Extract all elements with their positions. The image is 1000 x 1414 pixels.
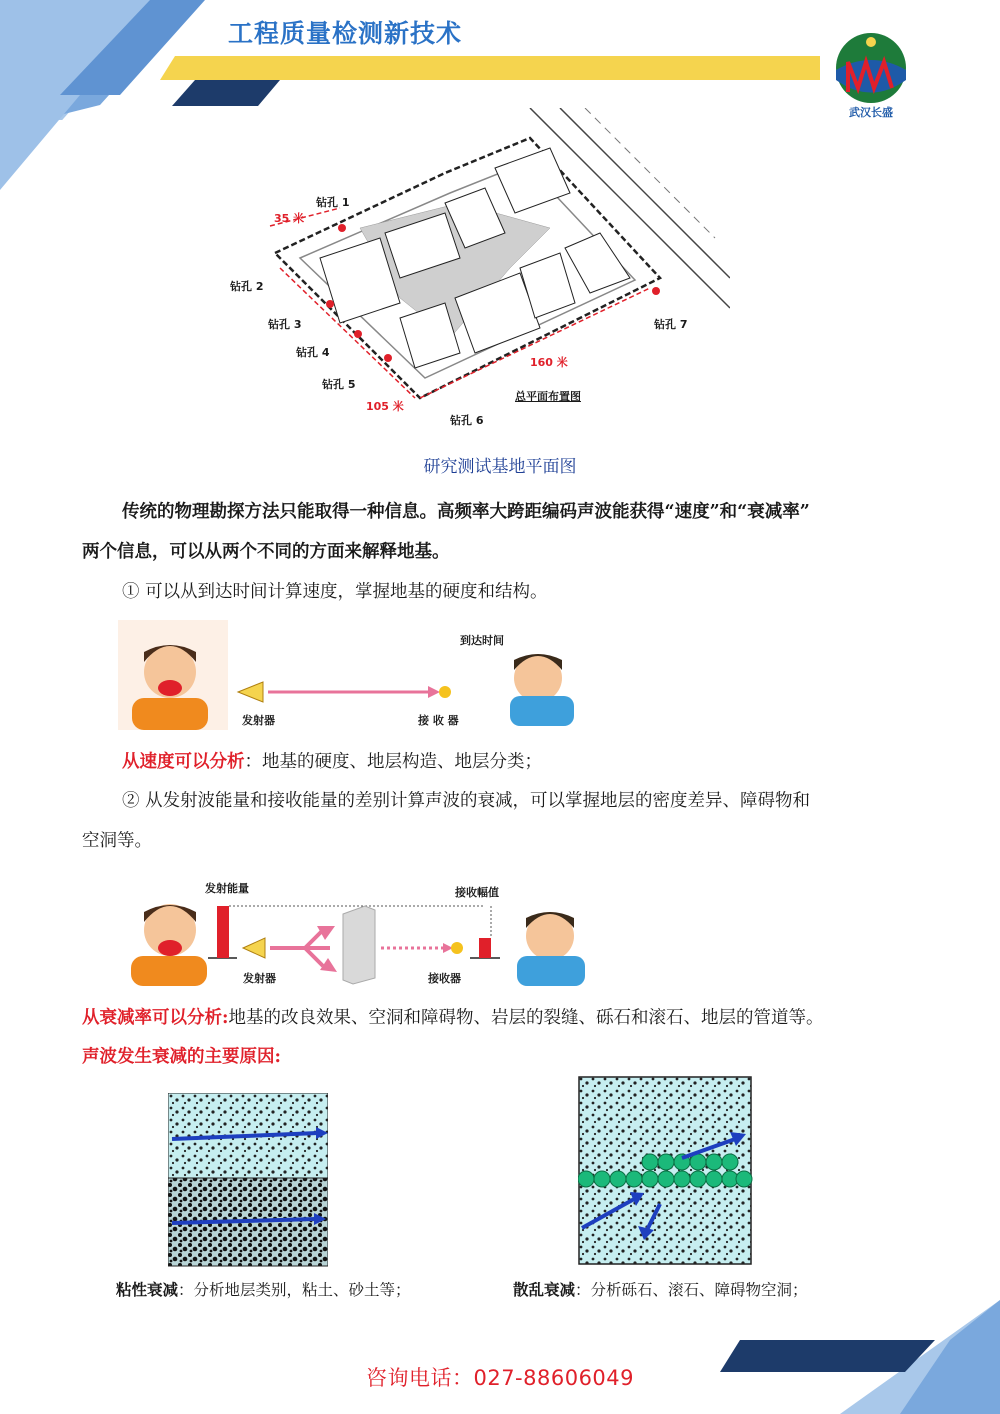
dimension-105: 105 米 xyxy=(366,400,404,413)
borehole-label-6: 钻孔 6 xyxy=(450,414,484,427)
attenuation-diagram xyxy=(125,876,595,988)
borehole-label-1: 钻孔 1 xyxy=(316,196,350,209)
contact-phone: 咨询电话：027-88606049 xyxy=(365,1366,635,1390)
plan-title: 总平面布置图 xyxy=(515,390,581,403)
logo-text: 武汉长盛 xyxy=(849,106,893,119)
company-logo xyxy=(828,30,914,120)
borehole-marker xyxy=(384,354,392,362)
receiver-icon xyxy=(439,686,451,698)
emitted-energy-label: 发射能量 xyxy=(205,882,249,895)
received-amplitude-bar xyxy=(479,938,491,958)
point2-paragraph xyxy=(82,781,928,861)
header-yellow-bar xyxy=(160,56,820,80)
scatter-label: 散乱衰减 xyxy=(513,1280,576,1299)
borehole-label-4: 钻孔 4 xyxy=(296,346,330,359)
footer-decoration xyxy=(700,1300,1000,1414)
borehole-marker xyxy=(326,300,334,308)
attenuation-analysis xyxy=(82,998,962,1038)
viscous-label: 粘性衰减 xyxy=(116,1280,179,1299)
intro-paragraph xyxy=(82,492,928,572)
page-header-title: 工程质量检测新技术 xyxy=(228,19,463,48)
viscous-caption xyxy=(116,1278,411,1300)
transmitter-icon xyxy=(238,682,263,702)
emitted-energy-bar xyxy=(217,906,229,958)
receiver-label: 接 收 器 xyxy=(418,714,459,727)
velocity-diagram xyxy=(118,620,588,735)
site-plan-caption: 研究测试基地平面图 xyxy=(423,457,577,477)
speed-analysis-label: 从速度可以分析 xyxy=(122,752,245,772)
borehole-label-7: 钻孔 7 xyxy=(654,318,688,331)
dimension-160: 160 米 xyxy=(530,356,568,369)
attenuation-analysis-label: 从衰减率可以分析: xyxy=(82,1008,229,1028)
speed-analysis xyxy=(122,742,968,782)
viscous-text: ：分析地层类别，粘土、砂土等； xyxy=(178,1281,411,1299)
dimension-35: 35 米 xyxy=(274,212,305,225)
borehole-marker xyxy=(354,330,362,338)
scatter-attenuation-figure xyxy=(578,1076,753,1266)
attenuation-analysis-text: 地基的改良效果、空洞和障碍物、岩层的裂缝、砾石和滚石、地层的管道等。 xyxy=(228,1008,824,1028)
corner-triangle-left xyxy=(0,0,230,200)
point1-text: ① 可以从到达时间计算速度，掌握地基的硬度和结构。 xyxy=(122,582,548,602)
point2-line-1: ② 从发射波能量和接收能量的差别计算声波的衰减，可以掌握地层的密度差异、障碍物和 xyxy=(122,791,811,811)
transmitter-label: 发射器 xyxy=(242,714,275,727)
viscous-attenuation-figure xyxy=(168,1093,328,1268)
received-amplitude-label: 接收幅值 xyxy=(455,886,499,899)
intro-line-1: 传统的物理勘探方法只能取得一种信息。高频率大跨距编码声波能获得“速度”和“衰减率” xyxy=(122,502,810,522)
intro-line-2: 两个信息，可以从两个不同的方面来解释地基。 xyxy=(82,542,450,562)
borehole-label-5: 钻孔 5 xyxy=(322,378,356,391)
transmitter-label-2: 发射器 xyxy=(243,972,276,985)
speed-analysis-text: ：地基的硬度、地层构造、地层分类； xyxy=(244,752,542,772)
borehole-label-2: 钻孔 2 xyxy=(230,280,264,293)
point2-line-2: 空洞等。 xyxy=(82,831,152,851)
borehole-label-3: 钻孔 3 xyxy=(268,318,302,331)
receiver-label-2: 接收器 xyxy=(428,972,461,985)
site-plan-figure xyxy=(230,108,730,428)
borehole-marker xyxy=(338,224,346,232)
scatter-text: ：分析砾石、滚石、障碍物空洞； xyxy=(575,1281,808,1299)
arrival-time-label: 到达时间 xyxy=(460,634,504,647)
borehole-marker xyxy=(652,287,660,295)
scatter-caption xyxy=(513,1278,808,1300)
causes-heading: 声波发生衰减的主要原因: xyxy=(82,1047,281,1067)
